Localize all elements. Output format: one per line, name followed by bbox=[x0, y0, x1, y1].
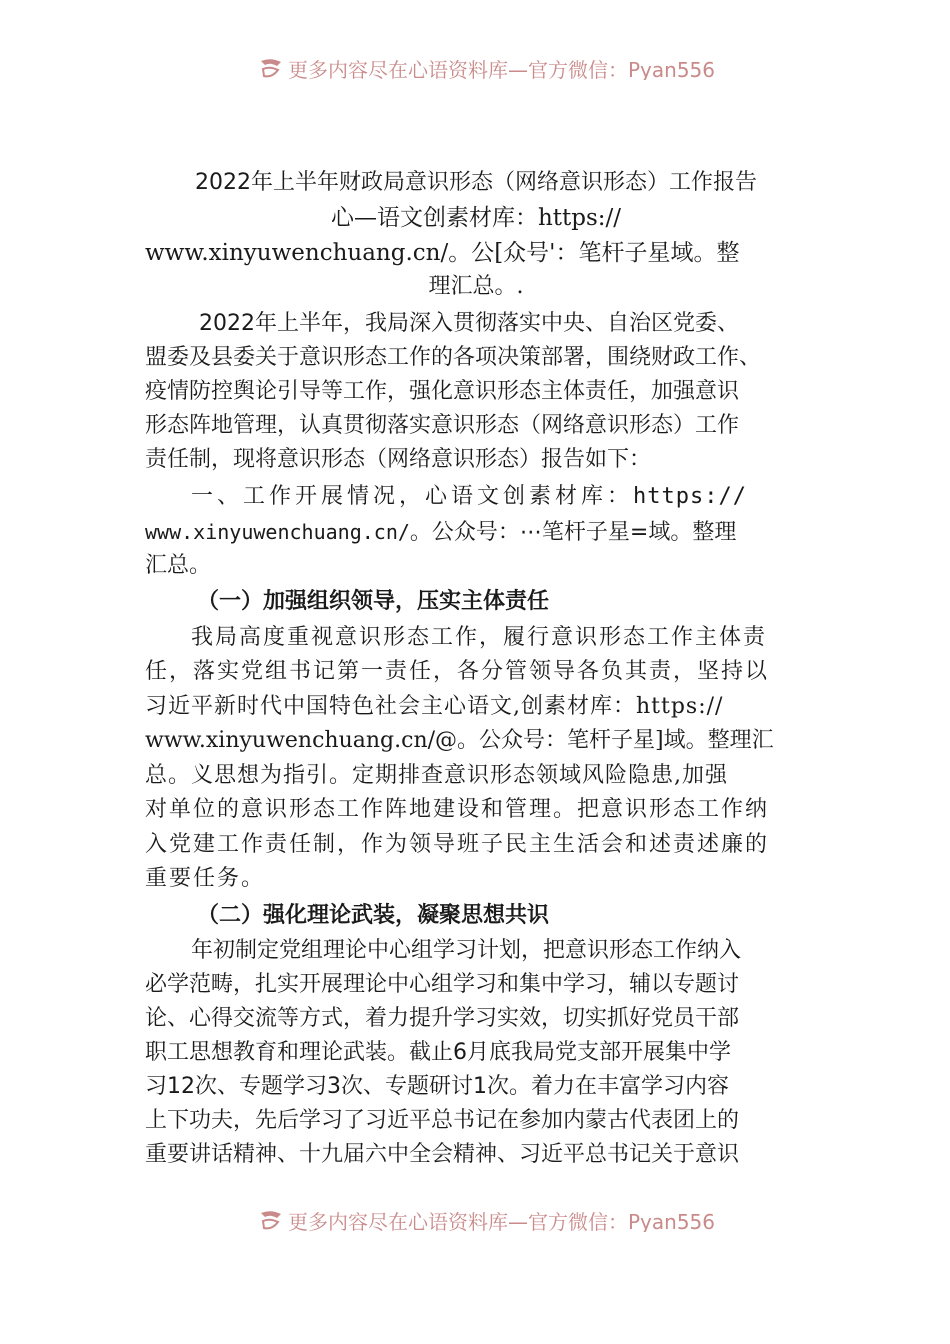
subsection-2-line-6: 上下功夫，先后学习了习近平总书记在参加内蒙古代表团上的 bbox=[145, 1108, 740, 1133]
subsection-1-line-5: 总。义思想为指引。定期排查意识形态领域风险隐患,加强 bbox=[145, 763, 728, 788]
subsection-1-line-8: 重要任务。 bbox=[145, 866, 266, 891]
source-note-line-2: www.xinyuwenchuang.cn/。公[众号'：笔杆子星域。整 bbox=[145, 240, 740, 266]
section-1-wechat-note: 。公众号：⋯笔杆子星=域。整理 bbox=[409, 520, 737, 545]
watermark-logo-icon bbox=[258, 1209, 284, 1231]
section-1-note: ，心语文创素材库： bbox=[399, 484, 634, 509]
watermark-logo-icon bbox=[258, 57, 284, 79]
subsection-2-heading: （二）强化理论武装，凝聚思想共识 bbox=[197, 903, 550, 928]
intro-line-3: 疫情防控舆论引导等工作，强化意识形态主体责任，加强意识 bbox=[145, 379, 740, 404]
source-note-line-1: 心—语文创素材库：https:// bbox=[330, 205, 622, 231]
subsection-2-line-2: 必学范畴，扎实开展理论中心组学习和集中学习，辅以专题讨 bbox=[145, 972, 740, 997]
subsection-1-line-2: 任，落实党组书记第一责任，各分管领导各负其责，坚持以 bbox=[145, 659, 770, 684]
intro-line-1: 2022年上半年，我局深入贯彻落实中央、自治区党委、 bbox=[199, 311, 739, 336]
section-1-line-2 bbox=[145, 515, 736, 550]
section-1-line-3: 汇总。 bbox=[145, 553, 212, 578]
subsection-1-heading: （一）加强组织领导，压实主体责任 bbox=[197, 589, 550, 614]
subsection-1-line-4: www.xinyuwenchuang.cn/@。公众号：笔杆子星]域。整理汇 bbox=[145, 728, 774, 753]
document-title: 2022年上半年财政局意识形态（网络意识形态）工作报告 bbox=[195, 170, 757, 195]
intro-line-4: 形态阵地管理，认真贯彻落实意识形态（网络意识形态）工作 bbox=[145, 413, 740, 438]
section-1-heading bbox=[191, 480, 747, 514]
subsection-2-line-5: 习12次、专题学习3次、专题研讨1次。着力在丰富学习内容 bbox=[145, 1074, 729, 1099]
subsection-1-line-3: 习近平新时代中国特色社会主心语文,创素材库：https:// bbox=[145, 694, 724, 719]
source-note-line-3: 理汇总。. bbox=[428, 274, 524, 299]
subsection-2-line-7: 重要讲话精神、十九届六中全会精神、习近平总书记关于意识 bbox=[145, 1142, 740, 1167]
subsection-1-line-6: 对单位的意识形态工作阵地建设和管理。把意识形态工作纳 bbox=[145, 797, 770, 822]
watermark-text: 更多内容尽在心语资料库—官方微信：Pyan556 bbox=[288, 57, 716, 80]
watermark-banner-bottom bbox=[258, 1208, 715, 1232]
section-1-url: www.xinyuwenchuang.cn/ bbox=[145, 520, 410, 544]
subsection-2-line-4: 职工思想教育和理论武装。截止6月底我局党支部开展集中学 bbox=[145, 1040, 731, 1065]
section-1-title: 一、工作开展情况 bbox=[191, 484, 400, 509]
subsection-1-line-7: 入党建工作责任制，作为领导班子民主生活会和述责述廉的 bbox=[145, 832, 770, 857]
subsection-1-line-1: 我局高度重视意识形态工作，履行意识形态工作主体责 bbox=[191, 625, 768, 650]
subsection-2-line-1: 年初制定党组理论中心组学习计划，把意识形态工作纳入 bbox=[191, 938, 742, 963]
section-1-url-start: https:// bbox=[633, 484, 747, 509]
intro-line-2: 盟委及县委关于意识形态工作的各项决策部署，围绕财政工作、 bbox=[145, 345, 762, 370]
watermark-banner-top bbox=[258, 56, 715, 80]
subsection-2-line-3: 论、心得交流等方式，着力提升学习实效，切实抓好党员干部 bbox=[145, 1006, 740, 1031]
intro-line-5: 责任制，现将意识形态（网络意识形态）报告如下： bbox=[145, 447, 652, 472]
watermark-text: 更多内容尽在心语资料库—官方微信：Pyan556 bbox=[288, 1209, 716, 1232]
